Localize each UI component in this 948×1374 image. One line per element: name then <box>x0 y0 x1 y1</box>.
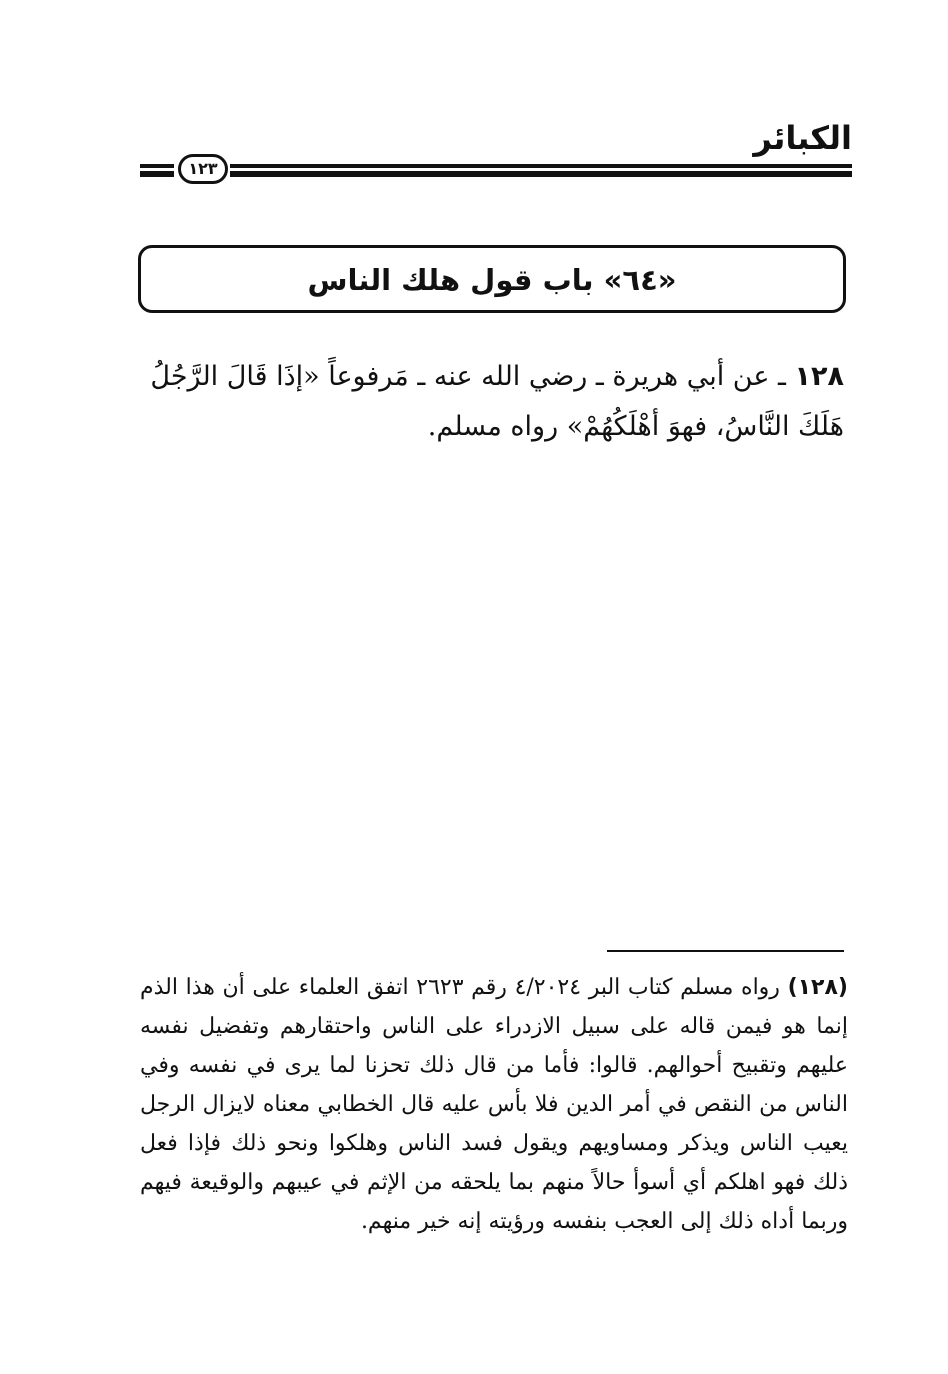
page-header <box>140 118 852 180</box>
running-title: الكبائر <box>753 119 852 157</box>
header-rule-left <box>140 164 174 177</box>
chapter-title: «٦٤» باب قول هلك الناس <box>307 263 677 297</box>
footnote-separator <box>607 950 844 952</box>
header-rule <box>230 164 852 177</box>
hadith-number: ١٢٨ <box>794 361 844 392</box>
chapter-heading-box <box>138 245 846 313</box>
footnote-number: (١٢٨) <box>787 975 848 1000</box>
footnote <box>140 968 848 1241</box>
hadith-paragraph <box>140 352 844 452</box>
hadith-text: ـ عن أبي هريرة ـ رضي الله عنه ـ مَرفوعاً «إذَا قَالَ الرَّجُلُ هَلَكَ النَّاسُ، فهوَ أهْلَكُهُمْ» رواه مسلم. <box>150 361 844 442</box>
page-number: ١٢٣ <box>178 154 228 184</box>
footnote-text: رواه مسلم كتاب البر ٤/٢٠٢٤ رقم ٢٦٢٣ اتفق العلماء على أن هذا الذم إنما هو فيمن قاله على سبيل الازدراء على الناس واحتقارهم وتفضيل نفسه عليهم وتقبيح أحوالهم. قالوا: فأما من قال ذلك تحزنا لما يرى في نفسه وفي الناس من النقص في أمر الدين فلا بأس عليه قال الخطابي معناه لايزال الرجل يعيب الناس ويذكر ومساويهم ويقول فسد الناس وهلكوا ونحو ذلك فإذا فعل ذلك فهو اهلكم أي أسوأ حالاً منهم بما يلحقه من الإثم في عيبهم والوقيعة فيهم وربما أداه ذلك إلى العجب بنفسه ورؤيته إنه خير منهم. <box>140 975 848 1234</box>
